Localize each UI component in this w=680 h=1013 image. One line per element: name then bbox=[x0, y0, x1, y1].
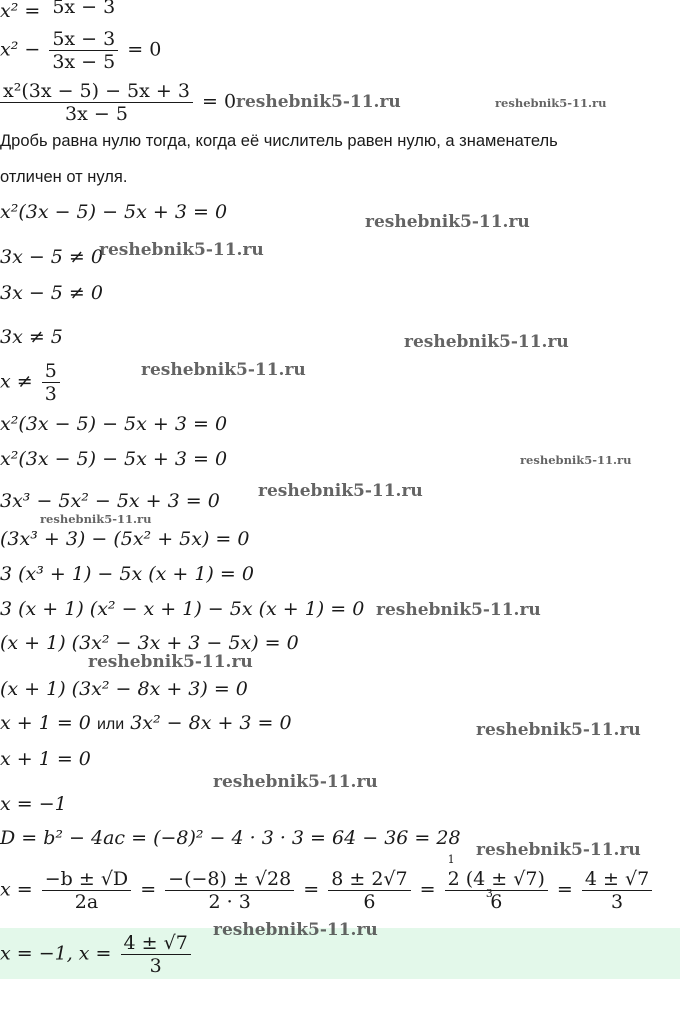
fraction-denominator: 3 bbox=[42, 382, 60, 405]
equation-line-6 bbox=[0, 282, 103, 304]
fraction-numerator: 5 bbox=[44, 360, 57, 382]
watermark: reshebnik5-11.ru bbox=[376, 600, 541, 620]
fraction-numerator: 5x − 3 bbox=[52, 28, 116, 50]
eq-text: 3x − 5 ≠ 0 bbox=[0, 282, 103, 304]
eq-text: = 0 bbox=[202, 90, 237, 113]
equation-line-19 bbox=[0, 793, 67, 815]
eq-text: 3x³ − 5x² − 5x + 3 = 0 bbox=[0, 490, 220, 512]
eq-text: x + 1 = 0 bbox=[0, 712, 91, 734]
fraction-numerator: 4 ± √7 bbox=[584, 868, 650, 890]
eq-text: x = −1 bbox=[0, 793, 67, 815]
fraction bbox=[328, 868, 410, 913]
eq-text: 3 (x + 1) (x² − x + 1) − 5x (x + 1) = 0 bbox=[0, 598, 365, 620]
watermark: reshebnik5-11.ru bbox=[404, 332, 569, 352]
eq-text: 3 (x³ + 1) − 5x (x + 1) = 0 bbox=[0, 563, 254, 585]
equation-line-21 bbox=[0, 853, 655, 913]
eq-text: = bbox=[140, 878, 157, 901]
fraction bbox=[445, 853, 548, 913]
fraction bbox=[582, 868, 652, 913]
eq-text: D = b² − 4ac = (−8)² − 4 · 3 · 3 = 64 − 36 = 28 bbox=[0, 827, 461, 849]
eq-text: = 0 bbox=[127, 38, 162, 61]
equation-line-15 bbox=[0, 632, 299, 654]
fraction bbox=[49, 28, 118, 73]
equation-line-8 bbox=[0, 360, 63, 405]
equation-line-3 bbox=[0, 80, 236, 125]
eq-text: = bbox=[303, 878, 320, 901]
fraction bbox=[165, 868, 294, 913]
explanation-text: отличен от нуля. bbox=[0, 168, 128, 186]
watermark: reshebnik5-11.ru bbox=[476, 840, 641, 860]
equation-line-14 bbox=[0, 598, 364, 620]
equation-line-4 bbox=[0, 201, 227, 223]
equation-line-18 bbox=[0, 748, 91, 770]
eq-text: (3x³ + 3) − (5x² + 5x) = 0 bbox=[0, 528, 250, 550]
equation-line-11 bbox=[0, 490, 220, 512]
eq-text: (x + 1) (3x² − 3x + 3 − 5x) = 0 bbox=[0, 632, 299, 654]
eq-text: x²(3x − 5) − 5x + 3 = 0 bbox=[0, 201, 228, 223]
eq-text: 3x − 5 ≠ 0 bbox=[0, 246, 103, 268]
equation-line-10 bbox=[0, 448, 227, 470]
fraction-denominator: 3x − 5 bbox=[49, 50, 118, 73]
equation-line-12 bbox=[0, 528, 249, 550]
explanation-text: Дробь равна нулю тогда, когда её числитель равен нулю, а знаменатель bbox=[0, 132, 558, 150]
eq-text: x²(3x − 5) − 5x + 3 = 0 bbox=[0, 448, 228, 470]
watermark: reshebnik5-11.ru bbox=[236, 92, 401, 112]
fraction-denominator: 3 bbox=[121, 954, 191, 977]
fraction-denominator: 2 · 3 bbox=[165, 890, 294, 913]
watermark: reshebnik5-11.ru bbox=[476, 720, 641, 740]
fraction bbox=[121, 932, 191, 977]
fraction-numerator: x²(3x − 5) − 5x + 3 bbox=[3, 80, 190, 102]
equation-line-9 bbox=[0, 413, 227, 435]
fraction-denominator: 6 bbox=[328, 890, 410, 913]
eq-text: x² = bbox=[0, 0, 41, 22]
eq-text: x² − bbox=[0, 38, 41, 61]
fraction bbox=[0, 80, 193, 125]
watermark: reshebnik5-11.ru bbox=[495, 96, 607, 110]
watermark: reshebnik5-11.ru bbox=[258, 481, 423, 501]
fraction-denominator: 3 bbox=[582, 890, 652, 913]
answer-text: x = −1, x = bbox=[0, 942, 112, 965]
equation-line-17 bbox=[0, 712, 292, 736]
fraction-numerator: −(−8) ± √28 bbox=[168, 868, 292, 890]
cancel-digit-bottom: 3 bbox=[485, 887, 493, 900]
fraction-numerator: 8 ± 2√7 bbox=[331, 868, 408, 890]
watermark: reshebnik5-11.ru bbox=[213, 772, 378, 792]
eq-text: x + 1 = 0 bbox=[0, 748, 91, 770]
fraction bbox=[42, 868, 131, 913]
watermark: reshebnik5-11.ru bbox=[365, 212, 530, 232]
eq-text: = bbox=[556, 878, 573, 901]
eq-text: 3x ≠ 5 bbox=[0, 326, 63, 348]
equation-line-2 bbox=[0, 28, 161, 73]
equation-line-13 bbox=[0, 563, 254, 585]
watermark: reshebnik5-11.ru bbox=[141, 360, 306, 380]
watermark: reshebnik5-11.ru bbox=[99, 240, 264, 260]
fraction-denominator: 2a bbox=[42, 890, 131, 913]
or-word: или bbox=[96, 716, 125, 733]
eq-text: (x + 1) (3x² − 8x + 3) = 0 bbox=[0, 678, 248, 700]
equation-line-16 bbox=[0, 678, 248, 700]
watermark: reshebnik5-11.ru bbox=[88, 652, 253, 672]
eq-text: x ≠ bbox=[0, 370, 33, 393]
fraction bbox=[49, 0, 118, 18]
equation-line-5 bbox=[0, 246, 103, 268]
fraction-numerator: 4 ± √7 bbox=[123, 932, 188, 954]
answer-line bbox=[0, 932, 194, 977]
eq-text: 3x² − 8x + 3 = 0 bbox=[130, 712, 292, 734]
equation-line-7 bbox=[0, 326, 63, 348]
fraction-numerator: 2 (4 ± √7) bbox=[447, 868, 545, 890]
eq-text: x²(3x − 5) − 5x + 3 = 0 bbox=[0, 413, 228, 435]
eq-text: = bbox=[419, 878, 436, 901]
eq-text: x = bbox=[0, 878, 33, 901]
fraction bbox=[42, 360, 60, 405]
watermark: reshebnik5-11.ru bbox=[213, 920, 378, 940]
watermark: reshebnik5-11.ru bbox=[40, 512, 152, 526]
watermark: reshebnik5-11.ru bbox=[520, 453, 632, 467]
fraction-denominator: 6 bbox=[445, 890, 548, 913]
cancel-digit-top: 1 bbox=[447, 853, 455, 866]
fraction-numerator: 5x − 3 bbox=[52, 0, 116, 18]
fraction-denominator: 3x − 5 bbox=[0, 102, 193, 125]
equation-line-20 bbox=[0, 827, 461, 849]
equation-line-1 bbox=[0, 0, 121, 22]
fraction-numerator: −b ± √D bbox=[44, 868, 129, 890]
